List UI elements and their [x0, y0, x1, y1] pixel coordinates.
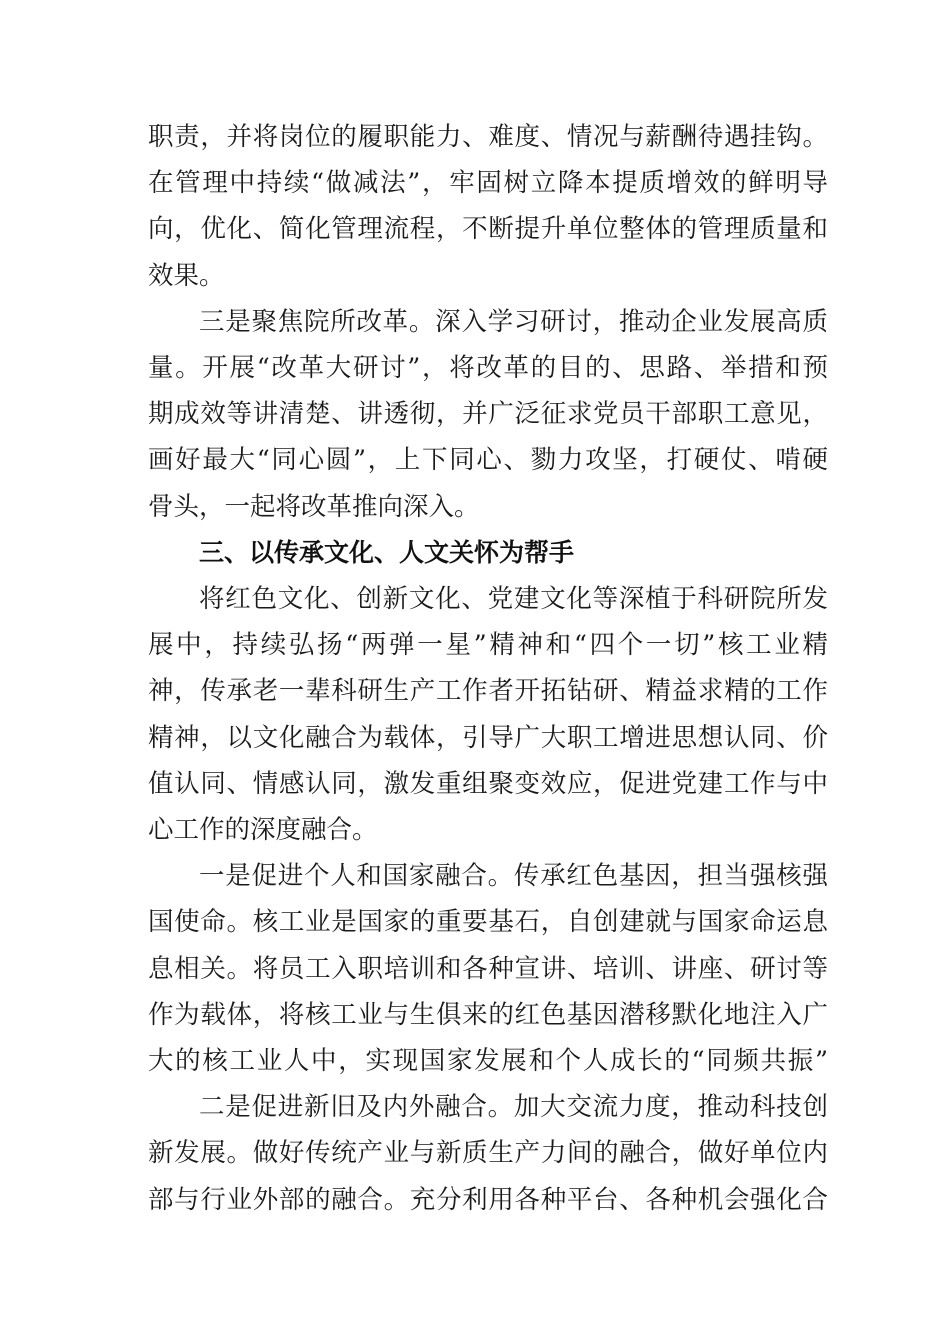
text-line: 大的核工业人中，实现国家发展和个人成长的“同频共振”: [148, 1046, 828, 1076]
text-line: 三是聚焦院所改革。深入学习研讨，推动企业发展高质: [199, 306, 828, 337]
text-line: 部与行业外部的融合。充分利用各种平台、各种机会强化合: [148, 1184, 828, 1215]
text-line: 值认同、情感认同，激发重组聚变效应，促进党建工作与中: [148, 768, 828, 799]
text-line: 在管理中持续“做减法”，牢固树立降本提质增效的鲜明导: [148, 168, 828, 199]
text-line: 将红色文化、创新文化、党建文化等深植于科研院所发: [199, 584, 828, 614]
text-line: 向，优化、简化管理流程，不断提升单位整体的管理质量和: [148, 214, 828, 245]
text-line: 期成效等讲清楚、讲透彻，并广泛征求党员干部职工意见，: [148, 399, 828, 430]
text-line: 职责，并将岗位的履职能力、难度、情况与薪酬待遇挂钩。: [148, 122, 828, 152]
text-line: 心工作的深度融合。: [148, 815, 378, 845]
text-line: 精神，以文化融合为载体，引导广大职工增进思想认同、价: [148, 722, 828, 753]
text-line: 新发展。做好传统产业与新质生产力间的融合，做好单位内: [148, 1138, 828, 1169]
text-line: 作为载体，将核工业与生俱来的红色基因潜移默化地注入广: [148, 999, 828, 1030]
text-line: 国使命。核工业是国家的重要基石，自创建就与国家命运息: [148, 907, 828, 938]
text-line: 展中，持续弘扬“两弹一星”精神和“四个一切”核工业精: [148, 630, 828, 661]
text-line: 效果。: [148, 260, 225, 291]
text-line: 神，传承老一辈科研生产工作者开拓钻研、精益求精的工作: [148, 676, 828, 707]
text-line: 二是促进新旧及内外融合。加大交流力度，推动科技创: [199, 1092, 828, 1123]
text-line: 息相关。将员工入职培训和各种宣讲、培训、讲座、研讨等: [148, 953, 828, 984]
text-line: 画好最大“同心圆”，上下同心、勠力攻坚，打硬仗、啃硬: [148, 445, 828, 476]
text-line: 骨头，一起将改革推向深入。: [148, 491, 480, 522]
section-heading: 三、以传承文化、人文关怀为帮手: [199, 537, 575, 567]
text-line: 一是促进个人和国家融合。传承红色基因，担当强核强: [199, 861, 828, 892]
text-line: 量。开展“改革大研讨”，将改革的目的、思路、举措和预: [148, 353, 828, 383]
